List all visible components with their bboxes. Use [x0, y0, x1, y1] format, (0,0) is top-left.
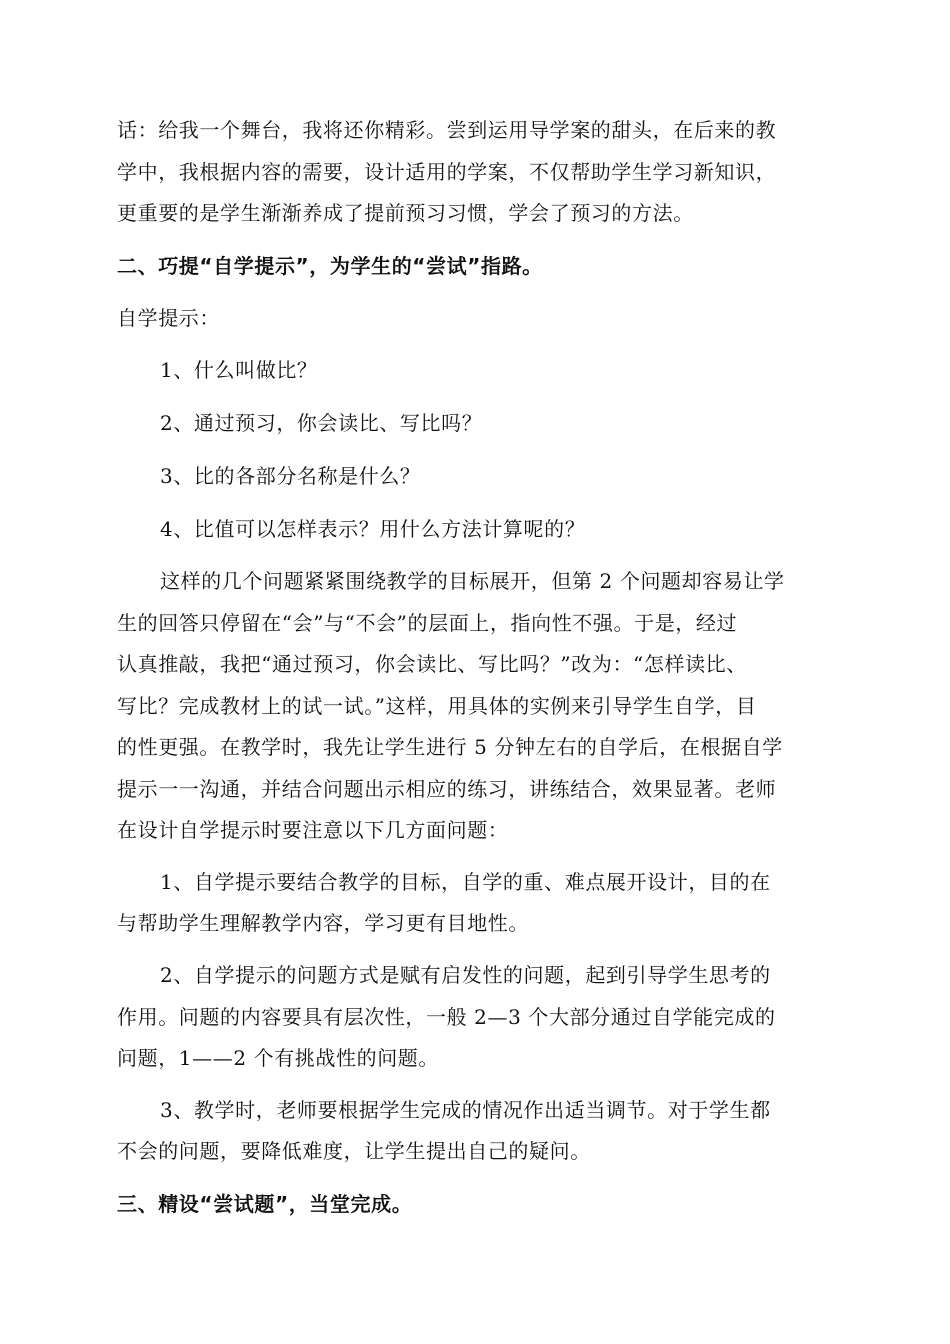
point-line: 不会的问题，要降低难度，让学生提出自己的疑问。: [117, 1139, 591, 1163]
point-line: 与帮助学生理解教学内容，学习更有目地性。: [117, 911, 529, 935]
point-line: 3、教学时，老师要根据学生完成的情况作出适当调节。对于学生都: [160, 1098, 771, 1122]
self-study-label: 自学提示：: [117, 306, 220, 330]
paragraph-line: 这样的几个问题紧紧围绕教学的目标展开，但第 2 个问题却容易让学: [160, 569, 785, 593]
point-line: 问题，1——2 个有挑战性的问题。: [117, 1046, 440, 1070]
paragraph-line: 在设计自学提示时要注意以下几方面问题：: [117, 818, 509, 842]
paragraph-line: 认真推敲，我把“通过预习，你会读比、写比吗？”改为：“怎样读比、: [117, 652, 747, 676]
paragraph-line: 的性更强。在教学时，我先让学生进行 5 分钟左右的自学后，在根据自学: [117, 735, 783, 759]
point-line: 1、自学提示要结合教学的目标，自学的重、难点展开设计，目的在: [160, 870, 771, 894]
prompt-item: 2、通过预习，你会读比、写比吗？: [160, 411, 483, 435]
paragraph-line: 提示一一沟通，并结合问题出示相应的练习，讲练结合，效果显著。老师: [117, 777, 777, 801]
paragraph-line: 话：给我一个舞台，我将还你精彩。尝到运用导学案的甜头，在后来的教: [117, 118, 777, 142]
point-line: 作用。问题的内容要具有层次性，一般 2—3 个大部分通过自学能完成的: [117, 1005, 776, 1029]
point-line: 2、自学提示的问题方式是赋有启发性的问题，起到引导学生思考的: [160, 963, 771, 987]
section-heading: 三、精设“尝试题”，当堂完成。: [117, 1192, 413, 1216]
prompt-item: 1、什么叫做比？: [160, 358, 318, 382]
paragraph-line: 学中，我根据内容的需要，设计适用的学案，不仅帮助学生学习新知识，: [117, 160, 777, 184]
prompt-item: 4、比值可以怎样表示？用什么方法计算呢的？: [160, 517, 586, 541]
paragraph-line: 生的回答只停留在“会”与“不会”的层面上，指向性不强。于是，经过: [117, 611, 738, 635]
section-heading: 二、巧提“自学提示”，为学生的“尝试”指路。: [117, 254, 543, 278]
paragraph-line: 写比？完成教材上的试一试。”这样，用具体的实例来引导学生自学，目: [117, 694, 757, 718]
prompt-item: 3、比的各部分名称是什么？: [160, 464, 421, 488]
paragraph-line: 更重要的是学生渐渐养成了提前预习习惯，学会了预习的方法。: [117, 201, 694, 225]
